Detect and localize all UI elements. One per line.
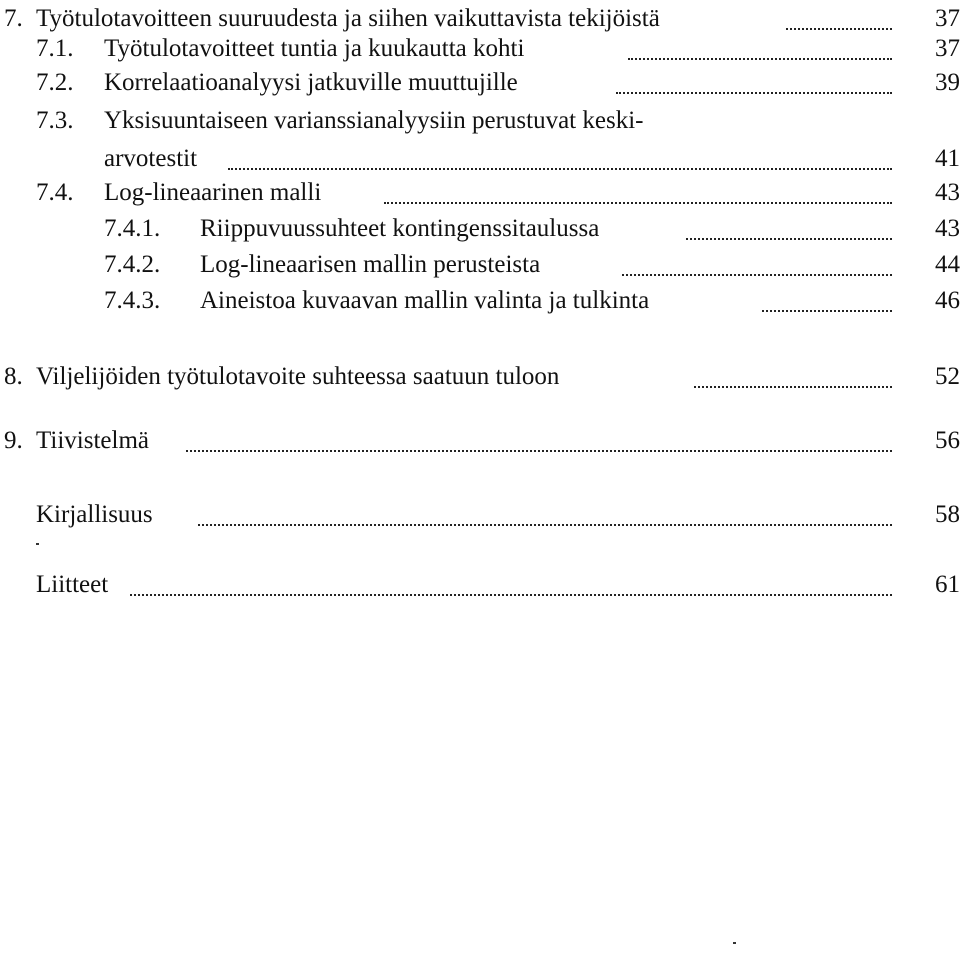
- toc-entry-7-2: [0, 64, 960, 102]
- dot-leader: [228, 168, 892, 170]
- dot-leader: [694, 386, 892, 388]
- toc-page-number: 56: [935, 427, 960, 454]
- toc-number: 8.: [4, 363, 23, 390]
- dot-leader: [616, 92, 892, 94]
- toc-title: Tiivistelmä: [36, 427, 149, 454]
- toc-number: 7.: [4, 5, 23, 32]
- dot-leader: [686, 238, 892, 240]
- dot-leader: [186, 450, 892, 452]
- toc-title: Viljelijöiden työtulotavoite suhteessa saatuun tuloon: [36, 363, 560, 390]
- toc-entry-7-3-continued: [0, 140, 960, 178]
- toc-title: Log-lineaarinen malli: [104, 179, 322, 206]
- toc-title: Riippuvuussuhteet kontingenssitaulussa: [200, 215, 600, 242]
- toc-number: 7.3.: [36, 107, 74, 134]
- toc-entry-7-3: [0, 102, 960, 140]
- toc-page-number: 44: [935, 251, 960, 278]
- toc-page-number: 37: [935, 35, 960, 62]
- scan-speck: [36, 543, 39, 545]
- toc-page-number: 41: [935, 145, 960, 172]
- toc-entry-8: [0, 358, 960, 396]
- toc-number: 9.: [4, 427, 23, 454]
- toc-number: 7.2.: [36, 69, 74, 96]
- toc-title: Log-lineaarisen mallin perusteista: [200, 251, 541, 278]
- toc-page-number: 61: [935, 571, 960, 598]
- toc-title: arvotestit: [104, 145, 198, 172]
- toc-entry-7-4-1: [0, 210, 960, 248]
- toc-entry-appendices: [0, 566, 960, 604]
- toc-page-number: 46: [935, 287, 960, 314]
- toc-entry-references: [0, 496, 960, 534]
- toc-number: 7.4.3.: [104, 287, 161, 314]
- toc-number: 7.4.2.: [104, 251, 161, 278]
- dot-leader: [198, 524, 892, 526]
- toc-entry-7-4: [0, 174, 960, 212]
- toc-entry-9: [0, 422, 960, 460]
- dot-leader: [384, 202, 892, 204]
- dot-leader: [628, 58, 892, 60]
- toc-number: 7.4.1.: [104, 215, 161, 242]
- toc-number: 7.1.: [36, 35, 74, 62]
- toc-page-number: 39: [935, 69, 960, 96]
- toc-title: Työtulotavoitteet tuntia ja kuukautta kohti: [104, 35, 525, 62]
- toc-page-number: 37: [935, 5, 960, 32]
- toc-page-number: 52: [935, 363, 960, 390]
- toc-page-number: 43: [935, 215, 960, 242]
- toc-title: Liitteet: [36, 571, 109, 598]
- toc-title: Kirjallisuus: [36, 501, 153, 528]
- toc-title: Aineistoa kuvaavan mallin valinta ja tulkinta: [200, 287, 650, 314]
- dot-leader: [622, 274, 892, 276]
- toc-title: Työtulotavoitteen suuruudesta ja siihen vaikuttavista tekijöistä: [36, 5, 660, 32]
- dot-leader: [130, 594, 892, 596]
- toc-title: Korrelaatioanalyysi jatkuville muuttujille: [104, 69, 518, 96]
- toc-page-number: 58: [935, 501, 960, 528]
- toc-entry-7-4-3: [0, 282, 960, 320]
- toc-entry-7-1: [0, 30, 960, 68]
- toc-number: 7.4.: [36, 179, 74, 206]
- toc-title: Yksisuuntaiseen varianssianalyysiin perustuvat keski-: [104, 107, 644, 134]
- dot-leader: [762, 310, 892, 312]
- toc-page-number: 43: [935, 179, 960, 206]
- scan-speck: [733, 942, 736, 944]
- toc-entry-7-4-2: [0, 246, 960, 284]
